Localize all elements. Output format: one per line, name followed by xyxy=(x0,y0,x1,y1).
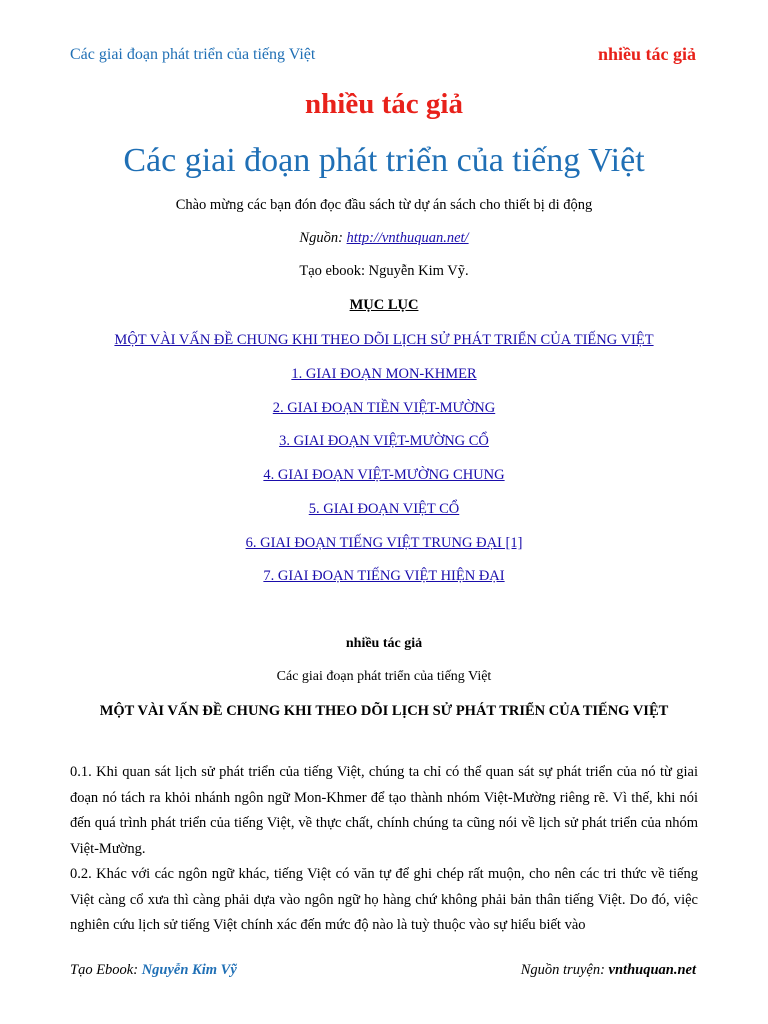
toc-entry xyxy=(0,567,768,585)
paragraph: 0.2. Khác với các ngôn ngữ khác, tiếng Việt có văn tự để ghi chép rất muộn, cho nên các tri thức về tiếng Việt càng cổ xưa thì càng phải dựa vào ngôn ngữ họ hàng chứ không phải bản thân tiếng Việt. Do đó, việc nghiên cứu lịch sử tiếng Việt chính xác đến mức độ nào là tuỳ thuộc vào sự hiểu biết vào xyxy=(70,866,698,933)
footer-source-site: vnthuquan.net xyxy=(608,962,696,978)
section-book-title: Các giai đoạn phát triển của tiếng Việt xyxy=(276,669,492,684)
footer-creator xyxy=(70,962,237,979)
toc-link-5[interactable]: 5. GIAI ĐOẠN VIỆT CỔ xyxy=(308,501,460,517)
footer-creator-sep: : xyxy=(133,962,142,978)
footer-source-label: Nguồn truyện xyxy=(520,962,601,978)
footer-source-sep: : xyxy=(600,962,609,978)
source-line xyxy=(0,230,768,247)
running-header-title: Các giai đoạn phát triển của tiếng Việt xyxy=(70,46,316,63)
toc-entry xyxy=(0,365,768,383)
toc-link-general[interactable]: MỘT VÀI VẤN ĐỀ CHUNG KHI THEO DÕI LỊCH SỬ PHÁT TRIỂN CỦA TIẾNG VIỆT xyxy=(114,332,654,348)
toc-entry xyxy=(0,466,768,484)
footer-creator-name: Nguyễn Kim Vỹ xyxy=(141,962,237,978)
toc-entry xyxy=(0,331,768,349)
welcome-text: Chào mừng các bạn đón đọc đầu sách từ dự án sách cho thiết bị di động xyxy=(175,197,593,213)
source-link[interactable]: http://vnthuquan.net/ xyxy=(346,230,469,246)
source-label: Nguồn: xyxy=(299,230,347,246)
toc-entry xyxy=(0,500,768,518)
toc-heading: MỤC LỤC xyxy=(349,297,419,313)
paragraph: 0.1. Khi quan sát lịch sử phát triển của tiếng Việt, chúng ta chỉ có thể quan sát sự phát triển của nó từ giai đoạn nó tách ra khỏi nhánh ngôn ngữ Mon-Khmer để tạo thành nhóm Việt-Mường riêng rẽ. Vì thế, khi nói đến quá trình phát triển của tiếng Việt, về thực chất, chính chúng ta cũng nói về lịch sử phát triển của nhóm Việt-Mường. xyxy=(70,764,698,857)
toc-link-3[interactable]: 3. GIAI ĐOẠN VIỆT-MƯỜNG CỔ xyxy=(279,433,489,449)
toc-link-7[interactable]: 7. GIAI ĐOẠN TIẾNG VIỆT HIỆN ĐẠI xyxy=(263,568,505,584)
section-heading: MỘT VÀI VẤN ĐỀ CHUNG KHI THEO DÕI LỊCH SỬ PHÁT TRIỂN CỦA TIẾNG VIỆT xyxy=(99,703,669,719)
footer-creator-label: Tạo Ebook xyxy=(70,962,134,978)
toc-link-1[interactable]: 1. GIAI ĐOẠN MON-KHMER xyxy=(291,366,477,382)
cover-title: Các giai đoạn phát triển của tiếng Việt xyxy=(123,142,645,179)
ebook-creator: Tạo ebook: Nguyễn Kim Vỹ. xyxy=(299,263,469,279)
toc-entry xyxy=(0,432,768,450)
toc-link-2[interactable]: 2. GIAI ĐOẠN TIỀN VIỆT-MƯỜNG xyxy=(272,400,496,416)
running-header-author: nhiều tác giả xyxy=(597,44,696,64)
toc-entry xyxy=(0,399,768,417)
section-author: nhiều tác giả xyxy=(345,636,423,651)
toc-link-6[interactable]: 6. GIAI ĐOẠN TIẾNG VIỆT TRUNG ĐẠI [1] xyxy=(245,535,523,551)
toc-link-4[interactable]: 4. GIAI ĐOẠN VIỆT-MƯỜNG CHUNG xyxy=(263,467,505,483)
toc-entry xyxy=(0,534,768,552)
footer-source xyxy=(521,962,696,979)
cover-author: nhiều tác giả xyxy=(305,88,463,120)
body-text xyxy=(70,760,698,939)
